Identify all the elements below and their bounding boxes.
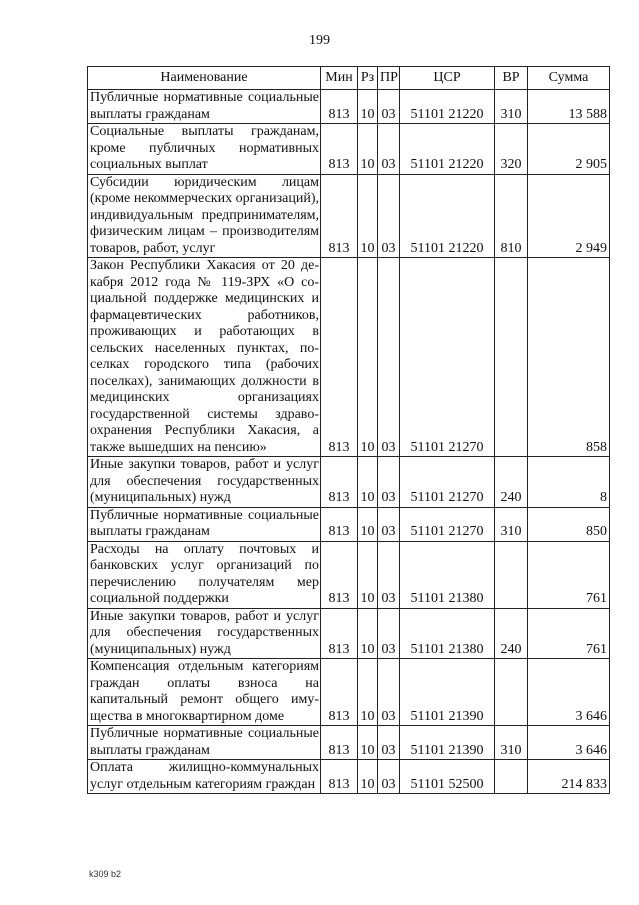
table-row [88, 760, 610, 794]
row-csr: 51101 52500 [400, 760, 495, 794]
row-csr: 51101 21220 [400, 90, 495, 124]
row-pr: 03 [378, 174, 400, 258]
row-csr: 51101 21220 [400, 124, 495, 175]
row-min: 813 [321, 124, 358, 175]
row-pr: 03 [378, 760, 400, 794]
row-pr: 03 [378, 726, 400, 760]
row-vr: 310 [495, 726, 528, 760]
row-rz: 10 [358, 608, 378, 659]
row-csr: 51101 21270 [400, 507, 495, 541]
footer-code: k309 b2 [89, 869, 122, 879]
row-vr [495, 258, 528, 457]
row-rz: 10 [358, 760, 378, 794]
table-row [88, 608, 610, 659]
row-pr: 03 [378, 541, 400, 608]
row-sum: 214 833 [528, 760, 610, 794]
row-vr [495, 760, 528, 794]
row-min: 813 [321, 760, 358, 794]
row-csr: 51101 21270 [400, 457, 495, 508]
row-sum: 8 [528, 457, 610, 508]
page-number: 199 [309, 33, 330, 48]
row-rz: 10 [358, 174, 378, 258]
row-sum: 3 646 [528, 726, 610, 760]
row-pr: 03 [378, 457, 400, 508]
row-sum: 858 [528, 258, 610, 457]
row-vr: 310 [495, 507, 528, 541]
table-row [88, 541, 610, 608]
row-rz: 10 [358, 659, 378, 726]
column-header-pr: ПР [378, 67, 400, 90]
row-pr: 03 [378, 258, 400, 457]
row-name: Социальные выплаты гражданам, кроме публичных нормативных социальных выплат [88, 124, 321, 175]
row-pr: 03 [378, 659, 400, 726]
row-csr: 51101 21390 [400, 726, 495, 760]
row-rz: 10 [358, 457, 378, 508]
table-row [88, 90, 610, 124]
row-name: Расходы на оплату почтовых и банковских услуг организаций по перечислению получателям мер социальной поддержки [88, 541, 321, 608]
column-header-vr: ВР [495, 67, 528, 90]
row-vr: 240 [495, 457, 528, 508]
row-min: 813 [321, 726, 358, 760]
row-vr: 320 [495, 124, 528, 175]
row-name: Иные закупки товаров, работ и услуг для обеспечения государственных (муниципальных) нужд [88, 608, 321, 659]
row-rz: 10 [358, 124, 378, 175]
table-row [88, 258, 610, 457]
row-name: Публичные нормативные социальные выплаты гражданам [88, 726, 321, 760]
row-sum: 761 [528, 541, 610, 608]
table-row [88, 174, 610, 258]
row-sum: 2 905 [528, 124, 610, 175]
row-sum: 761 [528, 608, 610, 659]
table-header-row [88, 67, 610, 90]
row-min: 813 [321, 90, 358, 124]
table-row [88, 507, 610, 541]
column-header-name: Наименование [88, 67, 321, 90]
row-rz: 10 [358, 90, 378, 124]
row-vr [495, 541, 528, 608]
column-header-sum: Сумма [528, 67, 610, 90]
row-csr: 51101 21270 [400, 258, 495, 457]
budget-table [87, 66, 610, 794]
table-row [88, 726, 610, 760]
row-name: Иные закупки товаров, работ и услуг для обеспечения государственных (муниципальных) нужд [88, 457, 321, 508]
row-min: 813 [321, 541, 358, 608]
row-rz: 10 [358, 541, 378, 608]
row-csr: 51101 21390 [400, 659, 495, 726]
row-pr: 03 [378, 90, 400, 124]
row-vr: 810 [495, 174, 528, 258]
row-min: 813 [321, 174, 358, 258]
row-name: Публичные нормативные социальные выплаты гражданам [88, 507, 321, 541]
row-pr: 03 [378, 507, 400, 541]
row-sum: 13 588 [528, 90, 610, 124]
row-name: Оплата жилищно-коммунальных услуг отдельным категориям граждан [88, 760, 321, 794]
row-vr: 310 [495, 90, 528, 124]
table-row [88, 659, 610, 726]
row-rz: 10 [358, 726, 378, 760]
column-header-rz: Рз [358, 67, 378, 90]
column-header-min: Мин [321, 67, 358, 90]
row-min: 813 [321, 608, 358, 659]
row-vr [495, 659, 528, 726]
row-min: 813 [321, 507, 358, 541]
row-name: Компенсация отдельным категориям граждан оплаты взноса на капитальный ремонт общего имущества в многоквартирном доме [88, 659, 321, 726]
row-sum: 3 646 [528, 659, 610, 726]
row-csr: 51101 21380 [400, 608, 495, 659]
row-vr: 240 [495, 608, 528, 659]
row-min: 813 [321, 457, 358, 508]
row-min: 813 [321, 258, 358, 457]
row-sum: 2 949 [528, 174, 610, 258]
table-row [88, 457, 610, 508]
row-sum: 850 [528, 507, 610, 541]
row-rz: 10 [358, 258, 378, 457]
row-name: Закон Республики Хакасия от 20 декабря 2012 года № 119-ЗРХ «О социальной поддержке медицинских и фармацевтических работников, проживающих и работающих в сельских населенных пунктах, поселках городского типа (рабочих поселках), занимающих должности в медицинских организациях государственной системы здравоохранения Республики Хакасия, а также вышедших на пенсию» [88, 258, 321, 457]
row-pr: 03 [378, 124, 400, 175]
column-header-csr: ЦСР [400, 67, 495, 90]
row-rz: 10 [358, 507, 378, 541]
row-min: 813 [321, 659, 358, 726]
row-pr: 03 [378, 608, 400, 659]
row-name: Публичные нормативные социальные выплаты гражданам [88, 90, 321, 124]
table-row [88, 124, 610, 175]
row-csr: 51101 21380 [400, 541, 495, 608]
row-name: Субсидии юридическим лицам (кроме некоммерческих организаций), индивидуальным предпринимателям, физическим лицам – производителям товаров, работ, услуг [88, 174, 321, 258]
row-csr: 51101 21220 [400, 174, 495, 258]
